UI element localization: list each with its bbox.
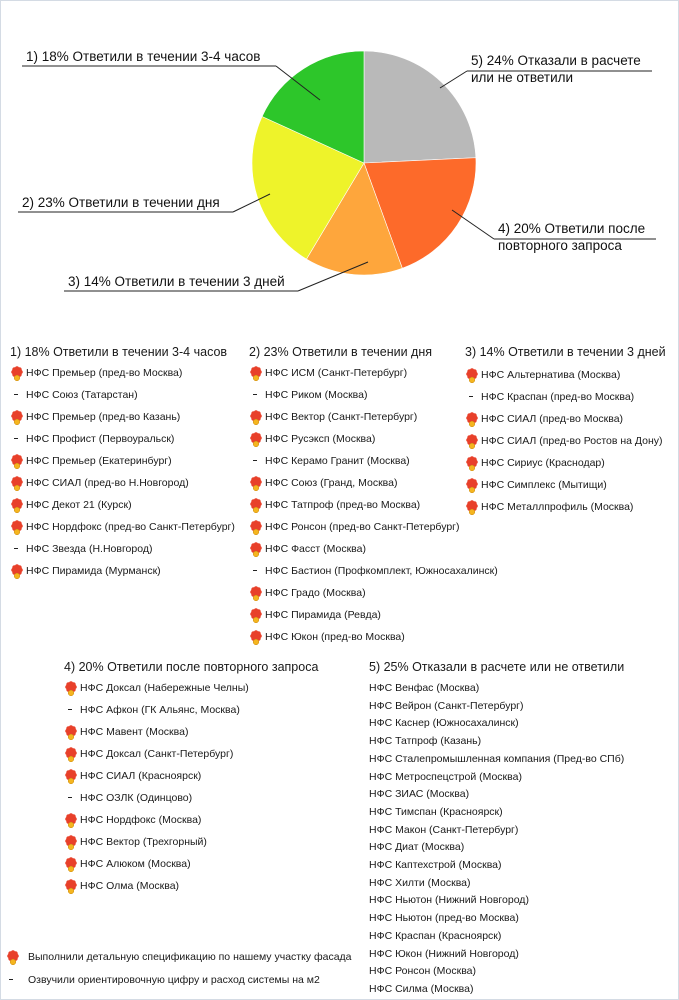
flower-badge-icon <box>249 365 263 381</box>
company-name: НФС Нордфокс (Москва) <box>80 814 202 826</box>
group-title: 2) 23% Ответили в течении дня <box>249 345 433 359</box>
company-name: НФС Доксал (Набережные Челны) <box>80 682 249 694</box>
company-name: НФС Венфас (Москва) <box>369 682 480 694</box>
flower-badge-icon <box>465 499 479 515</box>
flower-badge-icon <box>64 768 78 784</box>
group-title: 3) 14% Ответили в течении 3 дней <box>465 345 666 359</box>
flower-badge-icon <box>10 519 24 535</box>
leader-line-1 <box>440 71 467 88</box>
company-name: НФС Мавент (Москва) <box>80 726 189 738</box>
marker-legend <box>0 936 368 1000</box>
company-name: НФС Профист (Первоуральск) <box>26 433 175 445</box>
group-title: 1) 18% Ответили в течении 3-4 часов <box>10 345 228 359</box>
company-name: НФС СИАЛ (Красноярск) <box>80 770 202 782</box>
company-name: НФС СИАЛ (пред-во Москва) <box>481 413 624 425</box>
company-name: НФС ОЗЛК (Одинцово) <box>80 792 193 804</box>
company-name: НФС Татпроф (пред-во Москва) <box>265 499 421 511</box>
flower-badge-icon <box>10 497 24 513</box>
flower-badge-icon <box>465 411 479 427</box>
company-name: НФС Метроспецстрой (Москва) <box>369 770 522 783</box>
group-3 <box>465 345 675 525</box>
company-name: НФС Краспан (Красноярск) <box>369 929 502 942</box>
company-name: НФС Доксал (Санкт-Петербург) <box>80 748 234 760</box>
company-name: НФС Бастион (Профкомплект, Южносахалинск) <box>265 565 498 577</box>
company-name: НФС Союз (Татарстан) <box>26 389 138 401</box>
dash-icon <box>14 394 18 395</box>
dash-icon <box>14 548 18 549</box>
dash-icon <box>253 570 257 571</box>
company-name: НФС Премьер (пред-во Казань) <box>26 411 181 423</box>
flower-badge-icon <box>64 834 78 850</box>
company-name: НФС Пирамида (Мурманск) <box>26 565 161 577</box>
leader-line-2 <box>452 210 494 239</box>
company-name: НФС Сталепромышленная компания (Пред-во СПб) <box>369 752 625 765</box>
flower-badge-icon <box>249 497 263 513</box>
company-name: НФС Сириус (Краснодар) <box>481 457 605 469</box>
company-name: НФС Звезда (Н.Новгород) <box>26 543 153 555</box>
company-name: НФС Альтернатива (Москва) <box>481 369 621 381</box>
company-name: НФС Фасст (Москва) <box>265 543 366 555</box>
pie-slice-1 <box>364 51 476 163</box>
dash-icon <box>68 797 72 798</box>
dash-icon <box>9 979 13 980</box>
company-name: НФС Юкон (пред-во Москва) <box>265 631 405 643</box>
flower-badge-icon <box>249 431 263 447</box>
company-name: НФС Вейрон (Санкт-Петербург) <box>369 699 524 712</box>
pie-chart <box>0 0 679 300</box>
company-name: НФС Тимспан (Красноярск) <box>369 805 503 818</box>
flower-badge-icon <box>64 724 78 740</box>
company-name: НФС СИАЛ (пред-во Н.Новгород) <box>26 477 189 489</box>
dash-icon <box>253 394 257 395</box>
company-name: НФС Краспан (пред-во Москва) <box>481 391 635 403</box>
company-name: НФС Премьер (Екатеринбург) <box>26 455 172 467</box>
dash-icon <box>253 460 257 461</box>
company-name: НФС Ронсон (пред-во Санкт-Петербург) <box>265 521 460 533</box>
company-name: НФС Юкон (Нижний Новгород) <box>369 947 519 960</box>
pie-label-1: 5) 24% Отказали в расчете <box>471 53 641 68</box>
flower-badge-icon <box>10 365 24 381</box>
company-name: НФС Каптехстрой (Москва) <box>369 859 502 871</box>
flower-badge-icon <box>64 878 78 894</box>
company-name: НФС Вектор (Трехгорный) <box>80 836 207 848</box>
company-name: НФС Премьер (пред-во Москва) <box>26 367 183 379</box>
pie-label-5: 1) 18% Ответили в течении 3-4 часов <box>26 49 261 64</box>
company-name: НФС ИСМ (Санкт-Петербург) <box>265 367 408 379</box>
dash-icon <box>469 396 473 397</box>
flower-badge-icon <box>249 409 263 425</box>
flower-badge-icon <box>10 453 24 469</box>
company-name: НФС Металлпрофиль (Москва) <box>481 501 634 513</box>
company-name: НФС Союз (Гранд, Москва) <box>265 477 398 489</box>
flower-badge-icon <box>10 475 24 491</box>
group-5 <box>369 660 669 1000</box>
group-1 <box>10 345 248 595</box>
company-name: НФС Диат (Москва) <box>369 841 465 854</box>
flower-badge-icon <box>10 409 24 425</box>
company-name: НФС Силма (Москва) <box>369 982 474 995</box>
company-name: НФС Хилти (Москва) <box>369 876 471 889</box>
company-name: НФС Риком (Москва) <box>265 389 368 401</box>
flower-badge-icon <box>249 541 263 557</box>
flower-badge-icon <box>465 367 479 383</box>
flower-badge-icon <box>64 746 78 762</box>
company-name: НФС Каснер (Южносахалинск) <box>369 717 519 730</box>
flower-badge-icon <box>64 856 78 872</box>
group-title: 5) 25% Отказали в расчете или не ответили <box>369 660 625 674</box>
flower-badge-icon <box>6 949 20 965</box>
company-name: НФС ЗИАС (Москва) <box>369 788 470 801</box>
company-name: НФС Русэксп (Москва) <box>265 433 376 445</box>
dash-icon <box>14 438 18 439</box>
pie-label-1-line2: или не ответили <box>471 70 574 85</box>
legend-flower-label: Выполнили детальную спецификацию по нашему участку фасада <box>28 951 352 963</box>
flower-badge-icon <box>10 563 24 579</box>
flower-badge-icon <box>465 455 479 471</box>
flower-badge-icon <box>249 607 263 623</box>
company-name: НФС Ньютон (Нижний Новгород) <box>369 894 529 907</box>
pie-label-3: 3) 14% Ответили в течении 3 дней <box>68 274 285 289</box>
pie-label-4: 2) 23% Ответили в течении дня <box>22 195 220 210</box>
flower-badge-icon <box>249 519 263 535</box>
company-name: НФС Симплекс (Мытищи) <box>481 479 607 491</box>
company-name: НФС Пирамида (Ревда) <box>265 609 381 621</box>
company-name: НФС Олма (Москва) <box>80 880 180 892</box>
flower-badge-icon <box>64 680 78 696</box>
company-name: НФС Градо (Москва) <box>265 587 366 599</box>
flower-badge-icon <box>465 433 479 449</box>
group-4 <box>64 660 354 900</box>
company-name: НФС СИАЛ (пред-во Ростов на Дону) <box>481 435 663 447</box>
pie-label-2: 4) 20% Ответили после <box>498 221 646 236</box>
flower-badge-icon <box>249 475 263 491</box>
flower-badge-icon <box>465 477 479 493</box>
company-name: НФС Вектор (Санкт-Петербург) <box>265 411 418 423</box>
flower-badge-icon <box>64 812 78 828</box>
company-name: НФС Афкон (ГК Альянс, Москва) <box>80 704 240 716</box>
flower-badge-icon <box>249 585 263 601</box>
flower-badge-icon <box>249 629 263 645</box>
company-name: НФС Ньютон (пред-во Москва) <box>369 912 519 925</box>
company-name: НФС Ронсон (Москва) <box>369 965 477 978</box>
pie-label-2-line2: повторного запроса <box>498 238 622 253</box>
company-name: НФС Керамо Гранит (Москва) <box>265 455 410 467</box>
company-name: НФС Макон (Санкт-Петербург) <box>369 823 519 836</box>
legend-dash-label: Озвучили ориентировочную цифру и расход системы на м2 <box>28 974 320 986</box>
company-name: НФС Декот 21 (Курск) <box>26 499 132 511</box>
group-title: 4) 20% Ответили после повторного запроса <box>64 660 319 674</box>
company-name: НФС Нордфокс (пред-во Санкт-Петербург) <box>26 521 235 533</box>
company-name: НФС Алюком (Москва) <box>80 858 191 870</box>
dash-icon <box>68 709 72 710</box>
company-name: НФС Татпроф (Казань) <box>369 735 482 748</box>
